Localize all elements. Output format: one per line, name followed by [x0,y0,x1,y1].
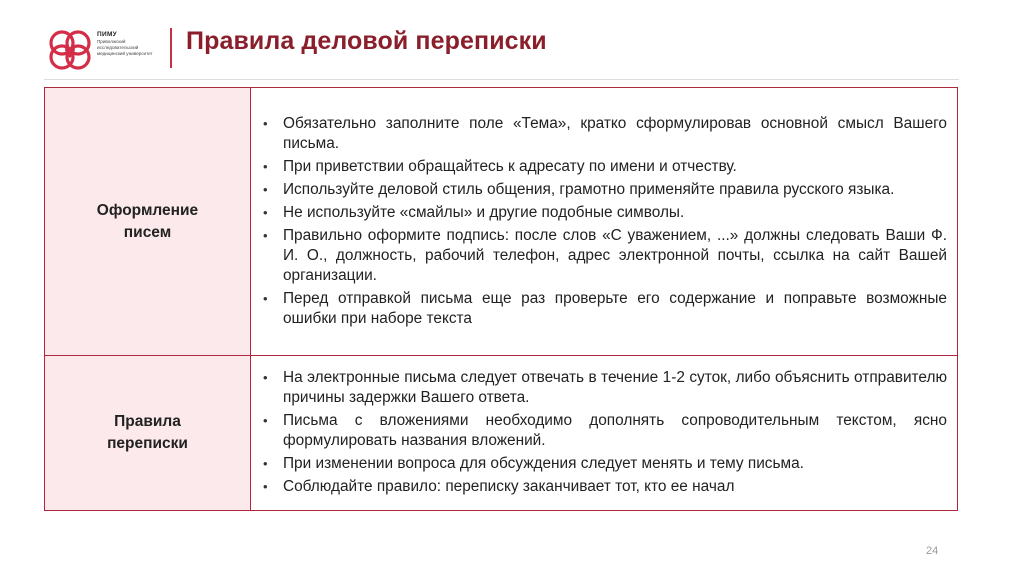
rules-cell [251,88,958,356]
logo-text [97,31,159,57]
list-item: • Обязательно заполните поле «Тема», кратко сформулировав основной смысл Вашего письма. [261,114,947,154]
logo-divider [170,28,172,68]
table-row-correspondence [45,356,958,511]
logo-line-3: медицинский университет [97,51,153,56]
rules-cell [251,356,958,511]
list-item: • Правильно оформите подпись: после слов «С уважением, ...» должны следовать Ваши Ф. И. О., должность, рабочий телефон, адрес электронной почты, ссылка на сайт Вашей организации. [261,226,947,286]
category-label-correspondence: Правила переписки [107,413,188,452]
list-item: • Не используйте «смайлы» и другие подобные символы. [261,203,947,223]
table-row-formatting [45,88,958,356]
list-item: • При приветствии обращайтесь к адресату по имени и отчеству. [261,157,947,177]
logo-line-1: Приволжский [97,39,126,44]
list-item: • На электронные письма следует отвечать в течение 1-2 суток, либо объяснить отправителю причины задержки Вашего ответа. [261,368,947,408]
header-divider [44,79,959,80]
list-item: • Письма с вложениями необходимо дополнять сопроводительным текстом, ясно формулировать названия вложений. [261,411,947,451]
list-item: • При изменении вопроса для обсуждения следует менять и тему письма. [261,454,947,474]
category-label-formatting: Оформление писем [96,201,199,241]
logo-abbreviation: ПИМУ [97,31,118,38]
page-number: 24 [926,545,939,557]
list-item: • Перед отправкой письма еще раз проверьте его содержание и поправьте возможные ошибки при наборе текста [261,289,947,329]
category-cell [45,356,251,511]
list-item: • Соблюдайте правило: переписку заканчивает тот, кто ее начал [261,477,947,497]
rules-table [44,87,958,511]
page-title: Правила деловой переписки [186,27,547,55]
rules-list-correspondence [261,368,947,497]
logo-line-2: исследовательский [97,45,139,50]
pimu-logo-icon [44,26,96,74]
rules-list-formatting [261,114,947,329]
category-cell [45,88,251,356]
list-item: • Используйте деловой стиль общения, грамотно применяйте правила русского языка. [261,180,947,200]
